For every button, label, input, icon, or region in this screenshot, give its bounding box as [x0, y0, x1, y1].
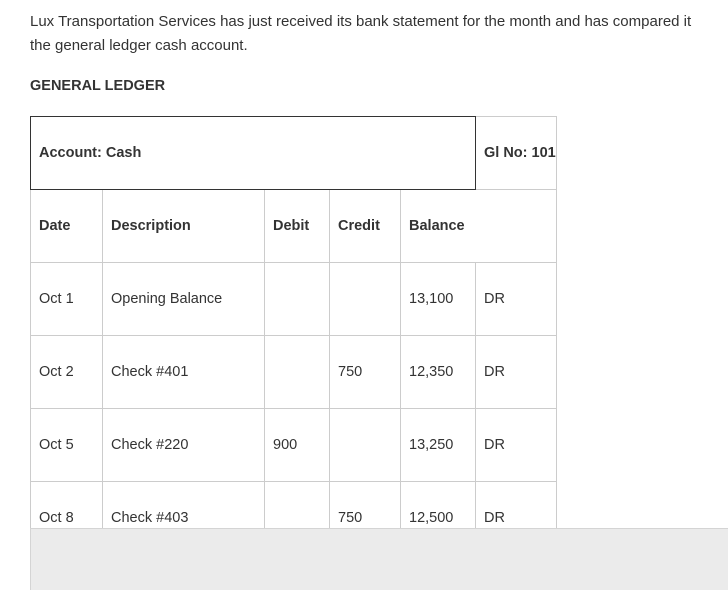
ledger-table	[30, 116, 557, 555]
row-description: Check #403	[103, 482, 265, 555]
ledger-row	[31, 336, 557, 409]
row-date: Oct 8	[31, 482, 103, 555]
ledger-row	[31, 263, 557, 336]
row-credit	[330, 263, 401, 336]
row-description: Check #220	[103, 409, 265, 482]
row-side: DR	[476, 482, 557, 555]
description-header: Description	[103, 190, 265, 263]
account-row	[31, 117, 557, 190]
intro-line-1: Lux Transportation Services has just received its bank statement for the month and has compared it	[30, 13, 692, 30]
row-date: Oct 1	[31, 263, 103, 336]
bottom-panel	[30, 528, 728, 590]
row-balance: 13,250	[401, 409, 476, 482]
row-side: DR	[476, 263, 557, 336]
row-balance: 13,100	[401, 263, 476, 336]
row-credit: 750	[330, 482, 401, 555]
row-date: Oct 5	[31, 409, 103, 482]
row-credit	[330, 409, 401, 482]
row-debit	[265, 263, 330, 336]
row-date: Oct 2	[31, 336, 103, 409]
intro-paragraph	[30, 10, 728, 58]
row-balance: 12,350	[401, 336, 476, 409]
credit-header: Credit	[330, 190, 401, 263]
column-header-row	[31, 190, 557, 263]
row-description: Check #401	[103, 336, 265, 409]
debit-header: Debit	[265, 190, 330, 263]
row-side: DR	[476, 336, 557, 409]
row-credit: 750	[330, 336, 401, 409]
row-side: DR	[476, 409, 557, 482]
date-header: Date	[31, 190, 103, 263]
row-description: Opening Balance	[103, 263, 265, 336]
general-ledger-heading: GENERAL LEDGER	[30, 78, 166, 94]
row-debit: 900	[265, 409, 330, 482]
account-name: Account: Cash	[31, 117, 476, 190]
ledger-row	[31, 409, 557, 482]
balance-header: Balance	[401, 190, 557, 263]
intro-line-2: the general ledger cash account.	[30, 37, 248, 54]
gl-number: Gl No: 101	[476, 117, 557, 190]
row-balance: 12,500	[401, 482, 476, 555]
row-debit	[265, 336, 330, 409]
